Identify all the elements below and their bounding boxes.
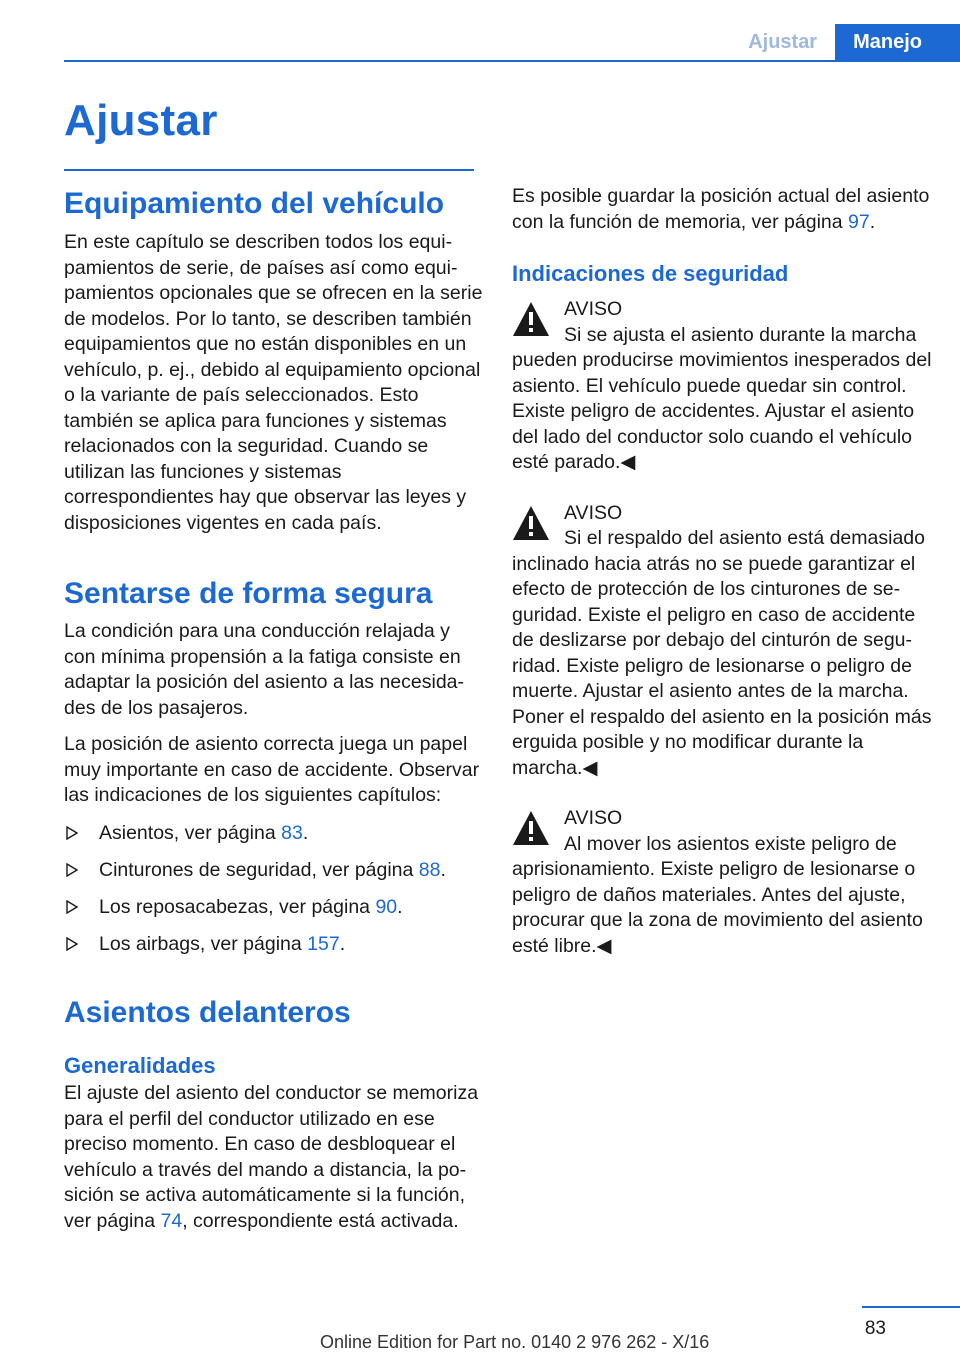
paragraph-generalidades bbox=[64, 1081, 484, 1234]
list-item-end: . bbox=[339, 932, 346, 955]
chapter-reference-list bbox=[64, 821, 484, 958]
page-link[interactable]: 157 bbox=[307, 932, 340, 955]
right-column bbox=[512, 184, 942, 959]
warning-label: AVISO bbox=[564, 807, 623, 829]
header-rule bbox=[64, 60, 960, 62]
warning-triangle-icon bbox=[512, 301, 550, 339]
paragraph-text-end: , correspondiente está activada. bbox=[182, 1209, 459, 1232]
tab-manejo[interactable]: Manejo bbox=[835, 24, 960, 62]
footer-rule bbox=[862, 1306, 960, 1308]
warning-text: Si el respaldo del asiento está demasiado inclinado hacia atrás no se puede garantizar el efecto de protección de los cinturones de seguridad. Existe el peligro en caso de accidente de deslizarse por debajo del cinturón de seguridad. Existe peligro de lesionarse o peligro de muerte. Ajustar el asiento antes de la marcha. Poner el respaldo del asiento en la posición más erguida posible y no modificar durante la marcha.◀ bbox=[512, 527, 932, 779]
tab-ajustar[interactable]: Ajustar bbox=[748, 31, 818, 53]
list-item-end: . bbox=[440, 858, 446, 881]
triangle-right-icon bbox=[66, 900, 78, 914]
paragraph-memoria bbox=[512, 184, 942, 235]
warning-triangle-icon bbox=[512, 810, 550, 848]
triangle-right-icon bbox=[66, 937, 78, 951]
header-tabs bbox=[730, 24, 960, 62]
list-item-text: Los reposacabezas, ver página bbox=[99, 895, 376, 918]
list-item-text: Asientos, ver página bbox=[99, 821, 282, 844]
paragraph-text: Es posible guardar la posición actual del asiento con la función de memoria, ver página bbox=[512, 185, 930, 233]
warning-label: AVISO bbox=[564, 501, 623, 524]
paragraph-sentarse-2: La posición de asiento correcta juega un papel muy importante en caso de accidente. Observar las indicaciones de los siguientes capítulos: bbox=[64, 733, 480, 806]
list-item-text: Los airbags, ver página bbox=[99, 932, 308, 955]
page-number: 83 bbox=[864, 1318, 886, 1339]
triangle-right-icon bbox=[66, 826, 78, 840]
paragraph-text: El ajuste del asiento del conductor se memoriza para el perfil del conductor utilizado en ese preciso momento. En caso de desbloquear el vehículo a través del mando a distancia, la posición se activa automáticamente si la función, ver página bbox=[64, 1082, 479, 1232]
list-item bbox=[64, 821, 484, 847]
list-item bbox=[64, 895, 484, 921]
list-item bbox=[64, 858, 484, 884]
page-link[interactable]: 97 bbox=[848, 210, 870, 233]
list-item-end: . bbox=[397, 895, 403, 918]
warning-triangle-icon bbox=[512, 505, 550, 543]
warning-notice bbox=[512, 806, 942, 959]
list-item-end: . bbox=[302, 821, 309, 844]
section-title-asientos-delanteros: Asientos delanteros bbox=[64, 996, 351, 1029]
page-link[interactable]: 88 bbox=[418, 858, 441, 881]
paragraph-equipamiento: En este capítulo se describen todos los equipamientos de serie, de países así como equipamientos opcionales que se ofrecen en la serie de modelos. Por lo tanto, se describen también equipamientos que no están disponibles en un vehículo, p. ej., debido al equipamiento opcional o la variante de país seleccionados. Esto también se aplica para funciones y sistemas relacionados con la seguridad. Cuando se utilizan las funciones y sistemas correspondientes hay que observar las leyes y disposiciones vigentes en cada país. bbox=[64, 231, 483, 534]
subsection-title-generalidades: Generalidades bbox=[64, 1053, 216, 1078]
list-item-text: Cinturones de seguridad, ver página bbox=[99, 858, 419, 881]
chapter-rule bbox=[64, 169, 474, 171]
warning-text: Si se ajusta el asiento durante la marcha pueden producirse movimientos inesperados del asiento. El vehículo puede quedar sin control. Existe peligro de accidentes. Ajustar el asiento del lado del conductor solo cuando el vehículo esté parado.◀ bbox=[512, 323, 932, 473]
section-title-sentarse: Sentarse de forma segura bbox=[64, 577, 433, 610]
triangle-right-icon bbox=[66, 863, 78, 877]
warning-notice bbox=[512, 501, 942, 782]
warning-label: AVISO bbox=[564, 298, 623, 320]
paragraph-text-end: . bbox=[869, 210, 876, 233]
warning-notice bbox=[512, 297, 942, 476]
page-link[interactable]: 74 bbox=[160, 1209, 183, 1232]
chapter-title: Ajustar bbox=[64, 96, 218, 145]
page-link[interactable]: 90 bbox=[375, 895, 398, 918]
page-link[interactable]: 83 bbox=[281, 821, 303, 844]
section-title-equipamiento: Equipamiento del vehículo bbox=[64, 187, 445, 220]
list-item bbox=[64, 932, 484, 958]
paragraph-sentarse-1: La condición para una conducción relajada y con mínima propensión a la fatiga consiste en adaptar la posición del asiento a las necesidades de los pasajeros. bbox=[64, 620, 465, 719]
subsection-title-seguridad: Indicaciones de seguridad bbox=[512, 261, 789, 286]
edition-note: Online Edition for Part no. 0140 2 976 262 - X/16 bbox=[320, 1332, 710, 1352]
left-column bbox=[64, 184, 484, 1234]
warning-text: Al mover los asientos existe peligro de aprisionamiento. Existe peligro de lesionarse o peligro de daños materiales. Antes del ajuste, procurar que la zona de movimiento del asiento esté libre.◀ bbox=[512, 832, 923, 957]
